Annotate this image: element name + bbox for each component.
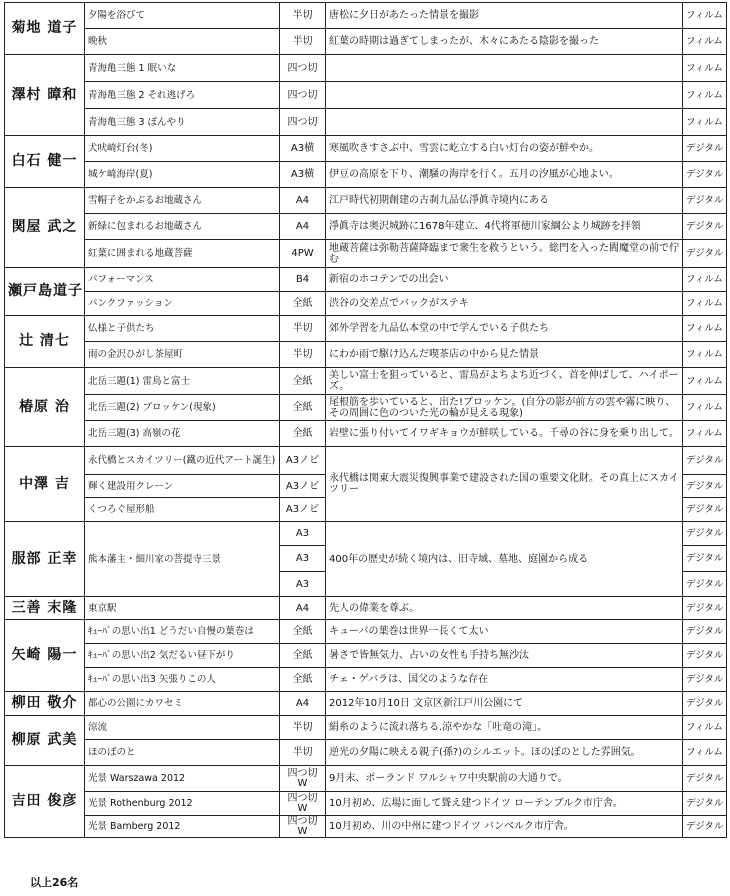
- work-title: 光景 Rothenburg 2012: [85, 792, 280, 816]
- medium-type: デジタル: [683, 498, 727, 522]
- medium-type: デジタル: [683, 692, 727, 716]
- work-title: 青海亀三態 2 それ逃げろ: [85, 82, 280, 109]
- table-row: [5, 3, 727, 29]
- print-size: A3ノビ: [280, 498, 326, 522]
- work-description: 逆光の夕陽に映える親子(孫?)のシルエット。ほのぼのとした雰囲気。: [326, 740, 683, 766]
- table-row: [5, 620, 727, 644]
- work-title: 仏様と子供たち: [85, 316, 280, 342]
- print-size: 四つ切W: [280, 816, 326, 838]
- print-size: A3: [280, 572, 326, 597]
- work-description: 永代橋は関東大震災復興事業で建設された国の重要文化財。その真上にスカイツリー: [326, 447, 683, 522]
- work-title: ｷｭｰﾊﾞの思い出2 気だるい昼下がり: [85, 644, 280, 668]
- table-row: [5, 136, 727, 162]
- photographer-name: 柳田 敬介: [5, 692, 85, 716]
- work-title: 雪帽子をかぶるお地蔵さん: [85, 188, 280, 214]
- table-row: [5, 668, 727, 692]
- medium-type: フィルム: [683, 395, 727, 421]
- medium-type: デジタル: [683, 644, 727, 668]
- table-row: [5, 716, 727, 740]
- print-size: A4: [280, 214, 326, 240]
- work-title: 都心の公園にカワセミ: [85, 692, 280, 716]
- work-title: 涼流: [85, 716, 280, 740]
- medium-type: フィルム: [683, 716, 727, 740]
- print-size: 全紙: [280, 292, 326, 316]
- print-size: 全紙: [280, 395, 326, 421]
- work-title: 新緑に包まれるお地蔵さん: [85, 214, 280, 240]
- print-size: 四つ切W: [280, 766, 326, 792]
- print-size: 全紙: [280, 644, 326, 668]
- print-size: 半切: [280, 29, 326, 55]
- print-size: 四つ切: [280, 109, 326, 136]
- print-size: B4: [280, 268, 326, 292]
- table-row: [5, 162, 727, 188]
- photographer-name: 椿原 治: [5, 368, 85, 447]
- work-title: パンクファッション: [85, 292, 280, 316]
- table-row: [5, 421, 727, 447]
- medium-type: デジタル: [683, 136, 727, 162]
- print-size: 全紙: [280, 620, 326, 644]
- medium-type: デジタル: [683, 447, 727, 475]
- medium-type: フィルム: [683, 316, 727, 342]
- medium-type: フィルム: [683, 740, 727, 766]
- print-size: A4: [280, 597, 326, 620]
- work-title: ほのぼのと: [85, 740, 280, 766]
- work-title: 輝く建設用クレーン: [85, 475, 280, 498]
- print-size: A3横: [280, 162, 326, 188]
- table-row: [5, 268, 727, 292]
- medium-type: デジタル: [683, 766, 727, 792]
- work-title: 光景 Bamberg 2012: [85, 816, 280, 838]
- work-title: パフォーマンス: [85, 268, 280, 292]
- print-size: 四つ切: [280, 55, 326, 82]
- print-size: 半切: [280, 716, 326, 740]
- work-description: 地蔵菩薩は弥勒菩薩降臨まで衆生を救うという。総門を入った閻魔堂の前で佇む: [326, 240, 683, 268]
- work-description: キューバの葉巻は世界一長くて太い: [326, 620, 683, 644]
- photographer-name: 服部 正幸: [5, 522, 85, 597]
- work-description: にわか雨で駆け込んだ喫茶店の中から見た情景: [326, 342, 683, 368]
- medium-type: フィルム: [683, 268, 727, 292]
- medium-type: デジタル: [683, 597, 727, 620]
- photographer-name: 辻 清七: [5, 316, 85, 368]
- work-title: くつろぐ屋形船: [85, 498, 280, 522]
- print-size: 全紙: [280, 668, 326, 692]
- medium-type: デジタル: [683, 620, 727, 644]
- work-title: 青海亀三態 3 ぼんやり: [85, 109, 280, 136]
- medium-type: デジタル: [683, 816, 727, 838]
- medium-type: デジタル: [683, 240, 727, 268]
- photographer-name: 吉田 俊彦: [5, 766, 85, 838]
- table-row: [5, 522, 727, 546]
- medium-type: デジタル: [683, 792, 727, 816]
- print-size: A3ノビ: [280, 447, 326, 475]
- work-title: 北岳三題(3) 高嶺の花: [85, 421, 280, 447]
- print-size: A4: [280, 692, 326, 716]
- print-size: 全紙: [280, 421, 326, 447]
- work-description: 紅葉の時期は過ぎてしまったが、木々にあたる陰影を撮った: [326, 29, 683, 55]
- photographer-name: 柳原 武美: [5, 716, 85, 766]
- medium-type: デジタル: [683, 162, 727, 188]
- work-title: 北岳三題(1) 雷鳥と富士: [85, 368, 280, 395]
- print-size: A3: [280, 546, 326, 572]
- work-title: 夕陽を浴びて: [85, 3, 280, 29]
- medium-type: フィルム: [683, 3, 727, 29]
- print-size: 半切: [280, 3, 326, 29]
- table-row: [5, 109, 727, 136]
- work-description: 唐松に夕日があたった情景を撮影: [326, 3, 683, 29]
- table-row: [5, 597, 727, 620]
- medium-type: フィルム: [683, 29, 727, 55]
- work-description: 江戸時代初期創建の古刹九品仏淨眞寺境内にある: [326, 188, 683, 214]
- work-title: 雨の金沢ひがし茶屋町: [85, 342, 280, 368]
- work-description: [326, 55, 683, 82]
- photographer-name: 澤村 暲和: [5, 55, 85, 136]
- table-row: [5, 816, 727, 838]
- table-row: [5, 766, 727, 792]
- entry-table: [4, 2, 727, 838]
- table-row: [5, 214, 727, 240]
- work-description: 寒風吹きすさぶ中、雪雲に屹立する白い灯台の姿が鮮やか。: [326, 136, 683, 162]
- footer-count: 以上26名: [30, 876, 79, 889]
- table-row: [5, 29, 727, 55]
- work-description: 先人の偉業を尊ぶ。: [326, 597, 683, 620]
- work-description: 暑さで皆無気力、占いの女性も手持ち無沙汰: [326, 644, 683, 668]
- photographer-name: 瀬戸島道子: [5, 268, 85, 316]
- work-description: 新宿のホコテンでの出会い: [326, 268, 683, 292]
- medium-type: デジタル: [683, 572, 727, 597]
- table-row: [5, 342, 727, 368]
- work-description: 2012年10月10日 文京区新江戸川公園にて: [326, 692, 683, 716]
- work-title: ｷｭｰﾊﾞの思い出1 どうだい自慢の葉巻は: [85, 620, 280, 644]
- photographer-name: 関屋 武之: [5, 188, 85, 268]
- print-size: 四つ切: [280, 82, 326, 109]
- table-row: [5, 240, 727, 268]
- table-row: [5, 55, 727, 82]
- table-row: [5, 368, 727, 395]
- photographer-name: 矢崎 陽一: [5, 620, 85, 692]
- print-size: 半切: [280, 740, 326, 766]
- table-row: [5, 644, 727, 668]
- work-description: 岩壁に張り付いてイワギキョウが鮮咲している。千尋の谷に身を乗り出して。: [326, 421, 683, 447]
- work-description: 淨眞寺は奥沢城跡に1678年建立、4代将軍徳川家綱公より城跡を拝領: [326, 214, 683, 240]
- medium-type: デジタル: [683, 546, 727, 572]
- photographer-name: 三善 末隆: [5, 597, 85, 620]
- work-title: 東京駅: [85, 597, 280, 620]
- medium-type: フィルム: [683, 55, 727, 82]
- photographer-name: 中澤 吉: [5, 447, 85, 522]
- work-description: 10月初め、川の中州に建つドイツ バンベルク市庁舎。: [326, 816, 683, 838]
- medium-type: デジタル: [683, 668, 727, 692]
- medium-type: フィルム: [683, 368, 727, 395]
- work-title: 光景 Warszawa 2012: [85, 766, 280, 792]
- table-row: [5, 82, 727, 109]
- work-description: 渋谷の交差点でバックがステキ: [326, 292, 683, 316]
- work-title: 青海亀三態 1 眠いな: [85, 55, 280, 82]
- print-size: A3: [280, 522, 326, 546]
- work-description: 郊外学習を九品仏本堂の中で学んでいる子供たち: [326, 316, 683, 342]
- table-row: [5, 395, 727, 421]
- medium-type: デジタル: [683, 214, 727, 240]
- work-title: 北岳三題(2) ブロッケン(現象): [85, 395, 280, 421]
- table-row: [5, 292, 727, 316]
- print-size: A3横: [280, 136, 326, 162]
- medium-type: フィルム: [683, 82, 727, 109]
- work-title: 永代橋とスカイツリー(鐵の近代アート誕生): [85, 447, 280, 475]
- work-description: 400年の歴史が続く境内は、旧寺域、墓地、庭園から成る: [326, 522, 683, 597]
- work-title: 城ケ崎海岸(夏): [85, 162, 280, 188]
- photographer-name: 白石 健一: [5, 136, 85, 188]
- table-row: [5, 692, 727, 716]
- work-description: 美しい富士を狙っていると、雷鳥がよちよち近づく、首を伸ばして、ハイポーズ。: [326, 368, 683, 395]
- work-description: 絹糸のように流れ落ちる.涼やかな「吐竜の滝」。: [326, 716, 683, 740]
- work-description: [326, 82, 683, 109]
- work-title: 晩秋: [85, 29, 280, 55]
- table-row: [5, 740, 727, 766]
- medium-type: デジタル: [683, 522, 727, 546]
- table-row: [5, 447, 727, 475]
- work-title: 紅葉に囲まれる地蔵菩薩: [85, 240, 280, 268]
- work-title: 熊本藩主・細川家の菩提寺三景: [85, 522, 280, 597]
- work-description: 10月初め、広場に面して聳え建つドイツ ローテンブルク市庁舎。: [326, 792, 683, 816]
- print-size: 4PW: [280, 240, 326, 268]
- work-description: チェ・ゲバラは、国父のような存在: [326, 668, 683, 692]
- work-description: [326, 109, 683, 136]
- entry-list: [4, 2, 726, 838]
- medium-type: フィルム: [683, 421, 727, 447]
- work-title: 犬吠崎灯台(冬): [85, 136, 280, 162]
- print-size: A4: [280, 188, 326, 214]
- print-size: 四つ切W: [280, 792, 326, 816]
- work-description: 伊豆の高原を下り、潮騒の海岸を行く。五月の汐風が心地よい。: [326, 162, 683, 188]
- print-size: 半切: [280, 316, 326, 342]
- print-size: A3ノビ: [280, 475, 326, 498]
- work-title: ｷｭｰﾊﾞの思い出3 矢張りこの人: [85, 668, 280, 692]
- medium-type: デジタル: [683, 475, 727, 498]
- table-row: [5, 188, 727, 214]
- table-row: [5, 316, 727, 342]
- medium-type: フィルム: [683, 292, 727, 316]
- medium-type: フィルム: [683, 342, 727, 368]
- work-description: 9月末、ポーランド ワルシャワ中央駅前の大通りで。: [326, 766, 683, 792]
- photographer-name: 菊地 道子: [5, 3, 85, 55]
- medium-type: デジタル: [683, 188, 727, 214]
- work-description: 尾根筋を歩いていると、出た!ブロッケン。(自分の影が前方の雲や霧に映り、その周囲に色のついた光の輪が見える現象): [326, 395, 683, 421]
- print-size: 全紙: [280, 368, 326, 395]
- table-row: [5, 792, 727, 816]
- print-size: 半切: [280, 342, 326, 368]
- medium-type: フィルム: [683, 109, 727, 136]
